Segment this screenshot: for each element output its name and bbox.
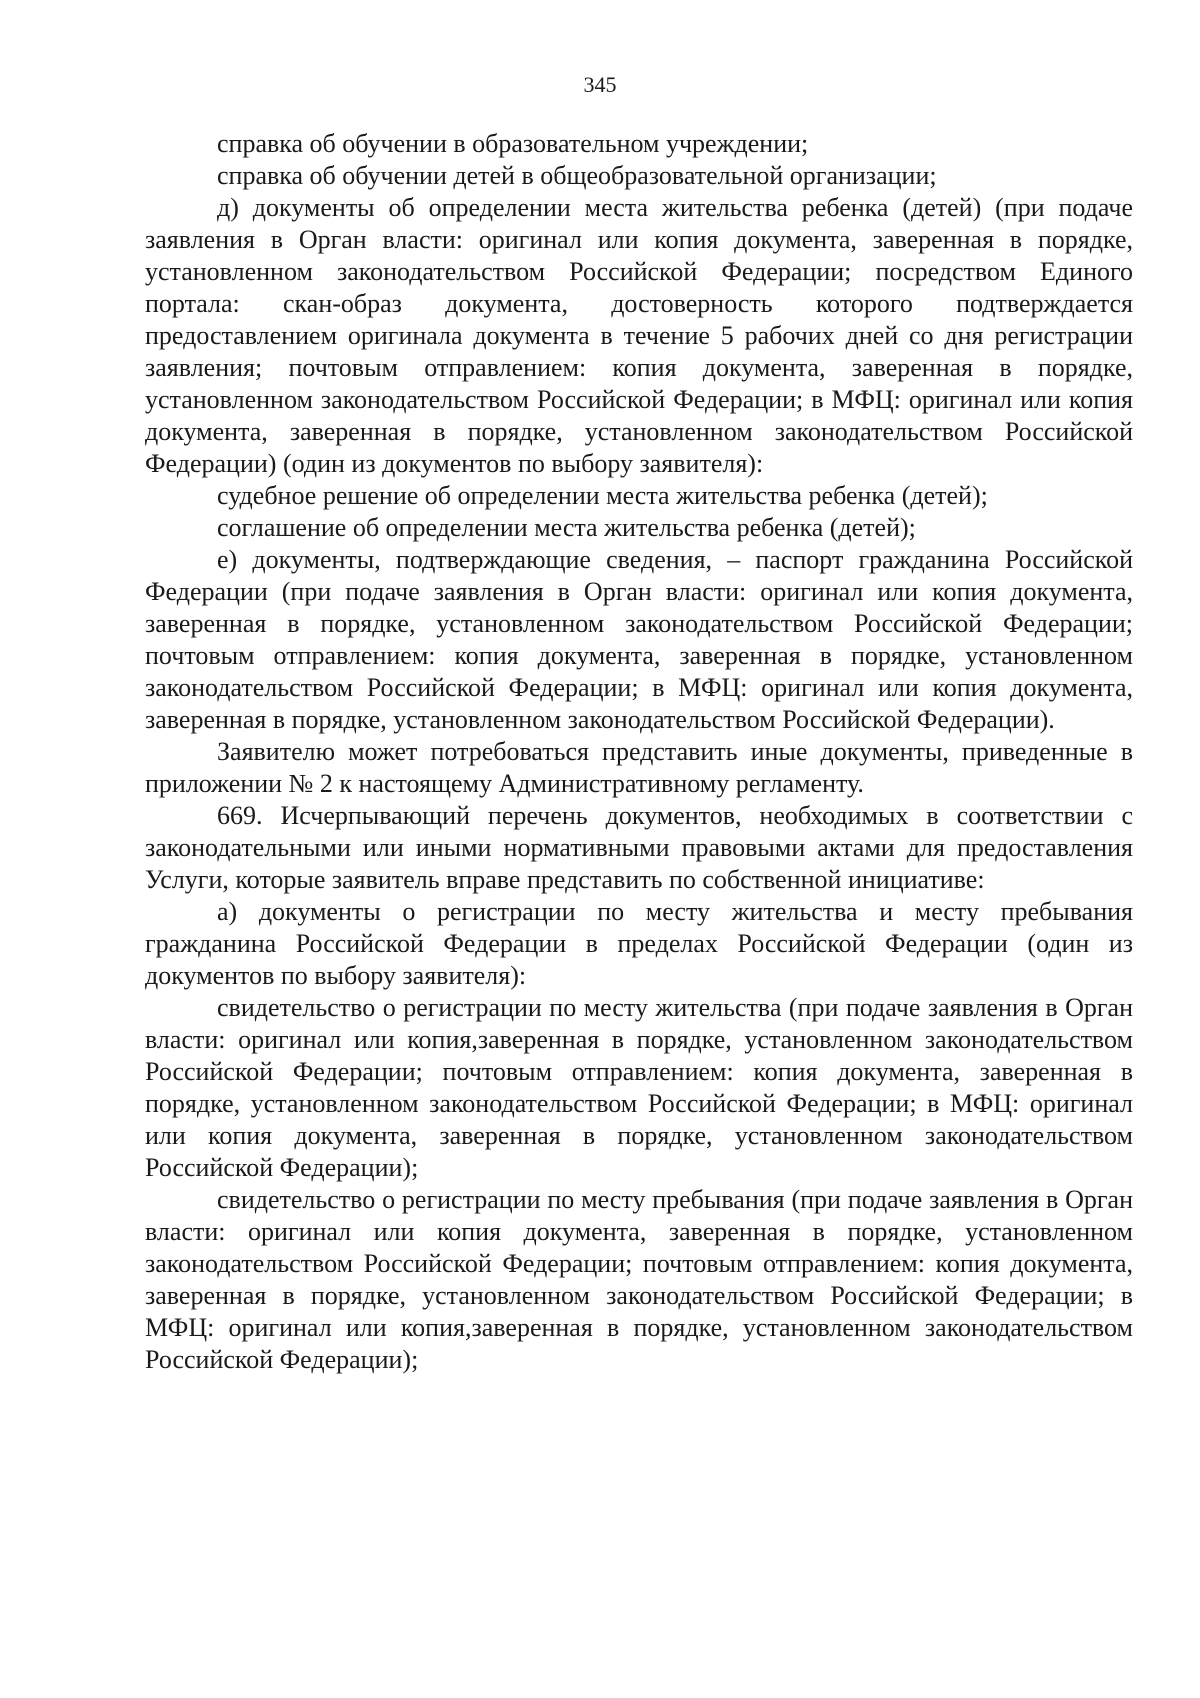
page-number: 345 [583, 72, 617, 97]
paragraph-8: 669. Исчерпывающий перечень документов, необходимых в соответствии с законодательными или иными нормативными правовыми актами для предоставления Услуги, которые заявитель вправе представить по собственной инициативе: [145, 801, 1133, 894]
paragraph-3: д) документы об определении места жительства ребенка (детей) (при подаче заявления в Орган власти: оригинал или копия документа, заверенная в порядке, установленном законодательством Российской Федерации; посредством Единого портала: скан-образ документа, достоверность которого подтверждается предоставлением оригинала документа в течение 5 рабочих дней со дня регистрации заявления; почтовым отправлением: копия документа, заверенная в порядке, установленном законодательством Российской Федерации; в МФЦ: оригинал или копия документа, заверенная в порядке, установленном законодательством Российской Федерации) (один из документов по выбору заявителя): [145, 193, 1133, 478]
paragraph-2: справка об обучении детей в общеобразовательной организации; [217, 161, 937, 190]
paragraph-11: свидетельство о регистрации по месту пребывания (при подаче заявления в Орган власти: оригинал или копия документа, заверенная в порядке, установленном законодательством Российской Федерации; почтовым отправлением: копия документа, заверенная в порядке, установленном законодательством Российской Федерации; в МФЦ: оригинал или копия,заверенная в порядке, установленном законодательством Российской Федерации); [145, 1185, 1133, 1374]
paragraph-10: свидетельство о регистрации по месту жительства (при подаче заявления в Орган власти: оригинал или копия,заверенная в порядке, установленном законодательством Российской Федерации; почтовым отправлением: копия документа, заверенная в порядке, установленном законодательством Российской Федерации; в МФЦ: оригинал или копия документа, заверенная в порядке, установленном законодательством Российской Федерации); [145, 993, 1133, 1182]
paragraph-7: Заявителю может потребоваться представить иные документы, приведенные в приложении № 2 к настоящему Административному регламенту. [145, 737, 1133, 798]
paragraph-6: е) документы, подтверждающие сведения, – паспорт гражданина Российской Федерации (при подаче заявления в Орган власти: оригинал или копия документа, заверенная в порядке, установленном законодательством Российской Федерации; почтовым отправлением: копия документа, заверенная в порядке, установленном законодательством Российской Федерации; в МФЦ: оригинал или копия документа, заверенная в порядке, установленном законодательством Российской Федерации). [145, 545, 1133, 734]
document-body [145, 128, 1133, 1376]
paragraph-4: судебное решение об определении места жительства ребенка (детей); [217, 481, 988, 510]
paragraph-9: а) документы о регистрации по месту жительства и месту пребывания гражданина Российской Федерации в пределах Российской Федерации (один из документов по выбору заявителя): [145, 897, 1133, 990]
paragraph-1: справка об обучении в образовательном учреждении; [217, 129, 809, 158]
paragraph-5: соглашение об определении места жительства ребенка (детей); [217, 513, 916, 542]
